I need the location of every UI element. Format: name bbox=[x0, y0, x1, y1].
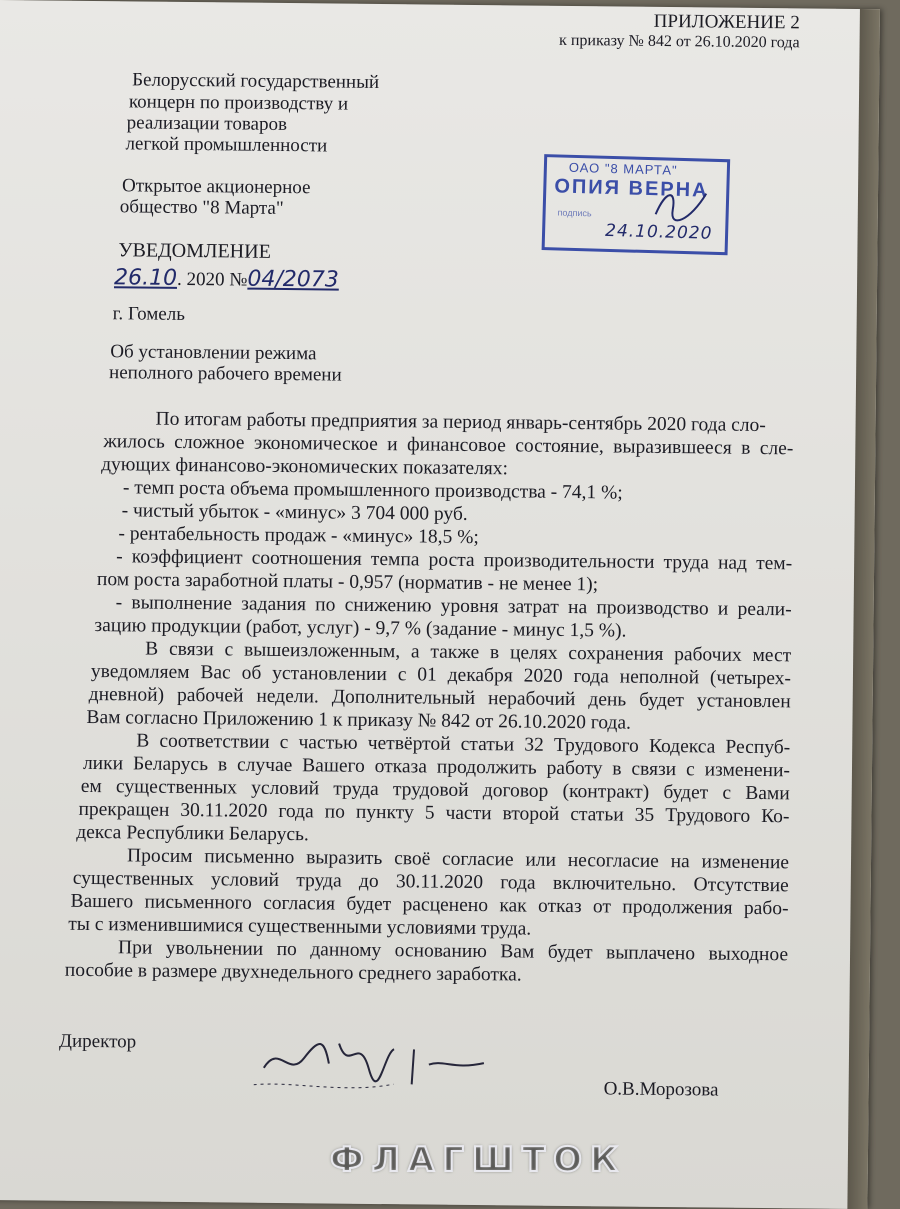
body-line: пособие в размере двухнедельного среднего заработка. bbox=[64, 959, 522, 986]
body-line: дневной) рабочей недели. Дополнительный нерабочий день будет установлен bbox=[88, 683, 791, 713]
body-line: В соответствии с частью четвёртой статьи 32 Трудового Кодекса Респуб- bbox=[136, 730, 791, 759]
body-line: При увольнении по данному основанию Вам будет выплачено выходное bbox=[117, 937, 789, 966]
document-date-number bbox=[114, 267, 339, 292]
org-line: концерн по производству и bbox=[128, 91, 349, 115]
body-line: ты с изменившимися существенными условиями труда. bbox=[68, 913, 532, 940]
body-line: дующих финансово-экономических показателях: bbox=[101, 454, 509, 480]
body-line: В связи с вышеизложенным, а также в целях сохранения рабочих мест bbox=[145, 638, 792, 667]
stamp-company: ОАО "8 МАРТА" bbox=[568, 159, 678, 178]
body-line: жилось сложное экономическое и финансовое состояние, выразившееся в сле- bbox=[103, 431, 794, 460]
stamp-title: ОПИЯ ВЕРНА bbox=[554, 175, 709, 202]
body-line: декса Республики Беларусь. bbox=[76, 821, 309, 846]
stamp-date: 24.10.2020 bbox=[604, 220, 713, 244]
body-line: прекращен 30.11.2020 года по пункту 5 части второй статьи 35 Трудового Ко- bbox=[78, 798, 790, 828]
paper-edge-shadow bbox=[847, 9, 880, 1209]
stamp-signature-icon bbox=[650, 184, 711, 226]
document-city: г. Гомель bbox=[112, 303, 186, 325]
org-line: общество "8 Марта" bbox=[119, 196, 284, 219]
copy-certified-stamp bbox=[542, 154, 731, 255]
document-subject: неполного рабочего времени bbox=[108, 362, 342, 386]
director-signature-icon bbox=[254, 1023, 495, 1101]
signature-position: Директор bbox=[58, 1030, 137, 1053]
appendix-subtitle: к приказу № 842 от 26.10.2020 года bbox=[559, 31, 800, 52]
body-line: - выполнение задания по снижению уровня затрат на производство и реали- bbox=[115, 592, 792, 621]
appendix-title: ПРИЛОЖЕНИЕ 2 bbox=[653, 10, 800, 34]
body-line: - темп роста объема промышленного производства - 74,1 %; bbox=[122, 477, 623, 504]
body-line: - коэффициент соотношения темпа роста производительности труда над тем- bbox=[116, 546, 793, 575]
handwritten-number: 04/2073 bbox=[247, 266, 339, 293]
body-line: - рентабельность продаж - «минус» 18,5 %; bbox=[118, 523, 480, 549]
watermark-logo: ФЛАГШТОК bbox=[330, 1140, 626, 1180]
body-line: - чистый убыток - «минус» 3 704 000 руб. bbox=[121, 500, 468, 525]
body-line: Вам согласно Приложению 1 к приказу № 842 от 26.10.2020 года. bbox=[86, 706, 632, 734]
org-line: легкой промышленности bbox=[125, 133, 328, 157]
body-line: пом роста заработной платы - 0,957 (норматив - не менее 1); bbox=[96, 569, 599, 596]
signature-name: О.В.Морозова bbox=[603, 1078, 719, 1101]
body-line: Просим письменно выразить своё согласие или несогласие на изменение bbox=[126, 845, 790, 874]
org-line: Открытое акционерное bbox=[121, 175, 311, 199]
document-year: . 2020 № bbox=[176, 268, 248, 291]
stamp-caption: подпись bbox=[557, 207, 592, 219]
body-line: ем существенных условий труда трудовой договор (контракт) будет с Вами bbox=[80, 775, 790, 805]
body-line: По итогам работы предприятия за период январь-сентябрь 2020 года сло- bbox=[155, 408, 766, 437]
org-line: Белорусский государственный bbox=[132, 69, 380, 93]
body-line: зацию продукции (работ, услуг) - 9,7 % (задание - минус 1,5 %). bbox=[94, 615, 627, 642]
org-line: реализации товаров bbox=[126, 112, 288, 136]
handwritten-date: 26.10 bbox=[113, 265, 178, 291]
document-subject: Об установлении режима bbox=[110, 341, 317, 365]
body-line: уведомляем Вас об установлении с 01 декабря 2020 года неполной (четырех- bbox=[90, 660, 792, 690]
body-line: лики Беларусь в случае Вашего отказа продолжить работу в связи с изменени- bbox=[82, 752, 791, 782]
document-type: УВЕДОМЛЕНИЕ bbox=[118, 239, 271, 263]
body-line: существенных условий труда до 30.11.2020 года включительно. Отсутствие bbox=[72, 867, 789, 897]
body-line: Вашего письменного согласия будет расценено как отказ от продолжения рабо- bbox=[70, 890, 789, 920]
